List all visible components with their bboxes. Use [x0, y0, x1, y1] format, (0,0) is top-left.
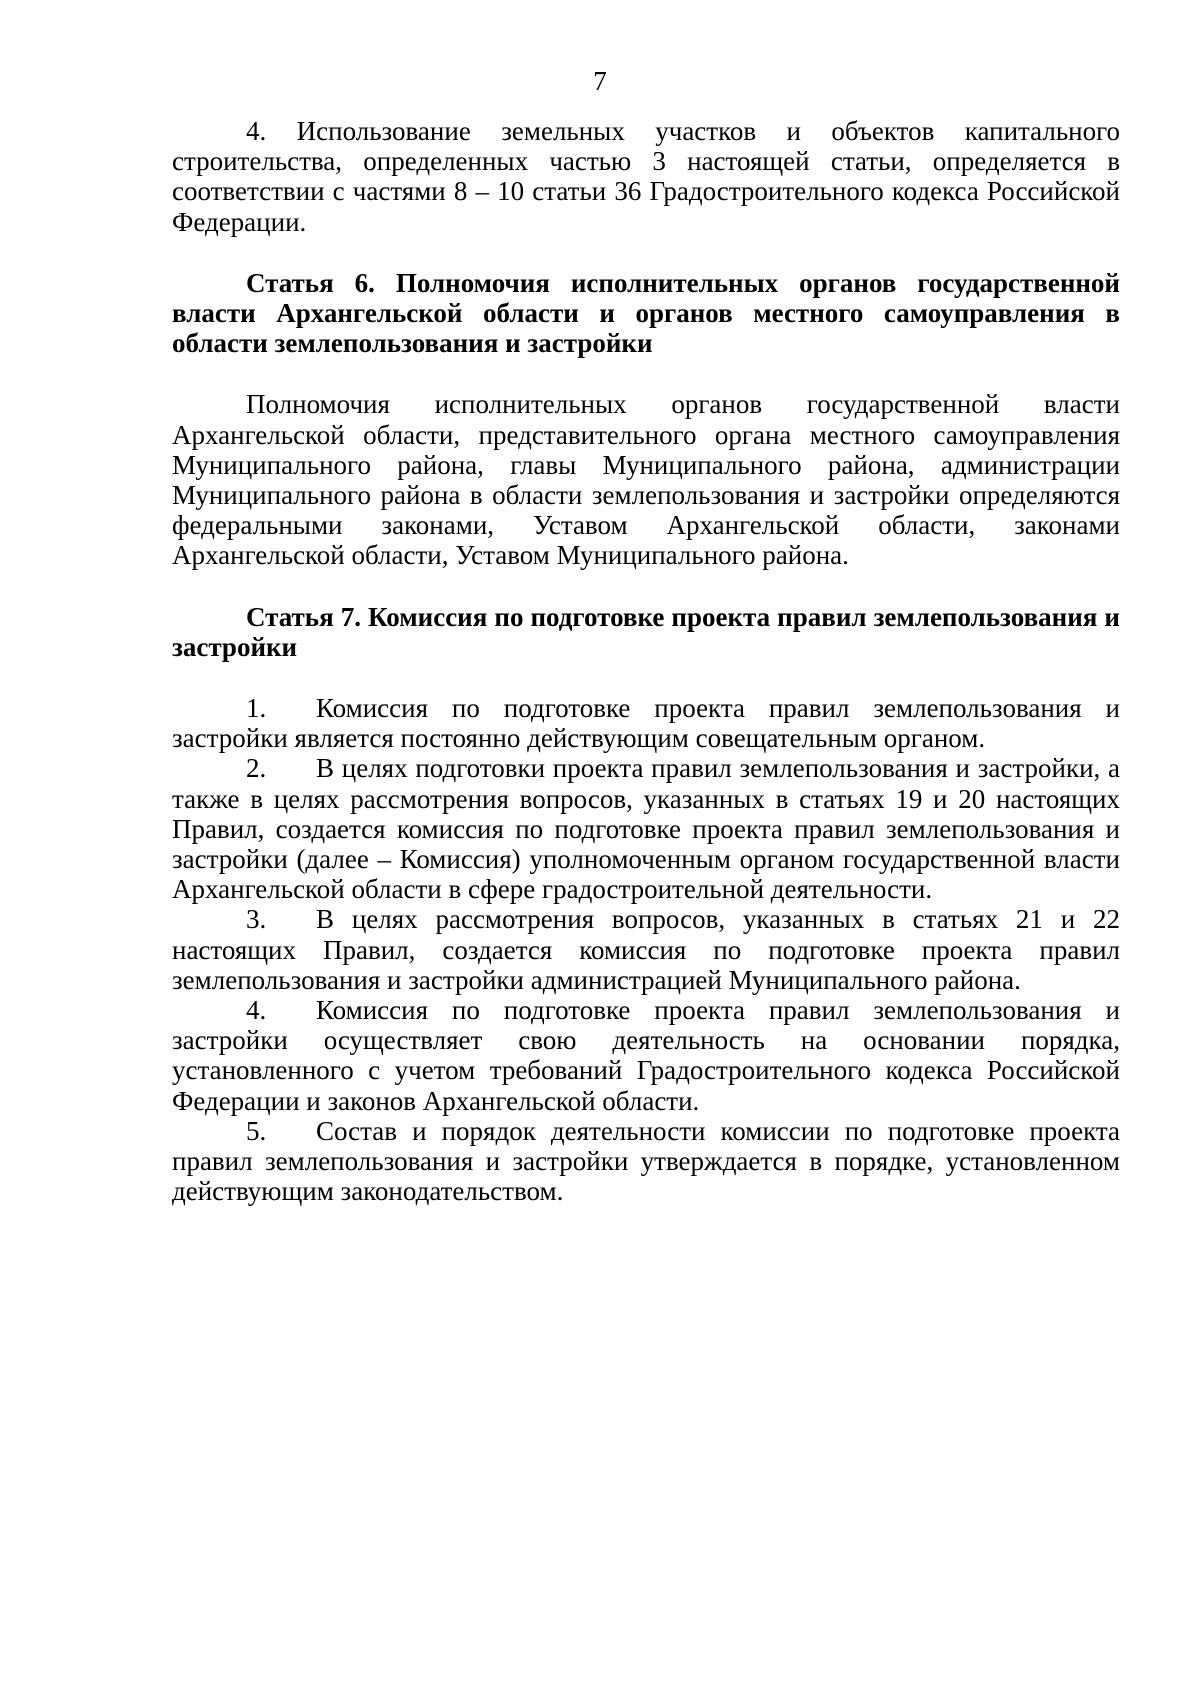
article-7-item-1 [172, 693, 1120, 753]
item-number: 4. [246, 995, 267, 1026]
item-text: Состав и порядок деятельности комиссии по подготовке проекта правил землепользования и застройки утверждается в порядке, установленном действующим законодательством. [172, 1115, 1120, 1207]
article-7-item-3 [172, 904, 1120, 995]
item-text: Комиссия по подготовке проекта правил землепользования и застройки является постоянно действующим совещательным органом. [172, 693, 1120, 754]
item-number: 2. [246, 753, 267, 784]
document-body [172, 116, 1120, 1207]
item-text: Комиссия по подготовке проекта правил землепользования и застройки осуществляет свою деятельность на основании порядка, установленного с учетом требований Градостроительного кодекса Российской Федерации и законов Архангельской области. [172, 995, 1120, 1116]
page-number: 7 [593, 66, 607, 96]
article-7-item-4 [172, 995, 1120, 1116]
intro-paragraph: 4. Использование земельных участков и объектов капитального строительства, определенных частью 3 настоящей статьи, определяется в соответствии с частями 8 – 10 статьи 36 Градостроительного кодекса Российской Федерации. [172, 116, 1120, 237]
article-7-list [172, 693, 1120, 1206]
item-text: В целях подготовки проекта правил землепользования и застройки, а также в целях рассмотрения вопросов, указанных в статьях 19 и 20 настоящих Правил, создается комиссия по подготовке проекта правил землепользования и застройки (далее – Комиссия) уполномоченным органом государственной власти Архангельской области в сфере градостроительной деятельности. [172, 753, 1120, 905]
article-7-item-5 [172, 1116, 1120, 1207]
article-6-paragraph: Полномочия исполнительных органов государственной власти Архангельской области, представительного органа местного самоуправления Муниципального района, главы Муниципального района, администрации Муниципального района в области землепользования и застройки определяются федеральными законами, Уставом Архангельской области, законами Архангельской области, Уставом Муниципального района. [172, 389, 1120, 571]
item-number: 1. [246, 693, 267, 724]
item-number: 5. [246, 1115, 267, 1146]
item-number: 3. [246, 904, 267, 935]
item-text: В целях рассмотрения вопросов, указанных в статьях 21 и 22 настоящих Правил, создается комиссия по подготовке проекта правил землепользования и застройки администрацией Муниципального района. [172, 904, 1120, 995]
article-6-heading: Статья 6. Полномочия исполнительных органов государственной власти Архангельской области и органов местного самоуправления в области землепользования и застройки [172, 267, 1120, 359]
article-7-item-2 [172, 753, 1120, 904]
article-7-heading: Статья 7. Комиссия по подготовке проекта правил землепользования и застройки [172, 601, 1120, 662]
